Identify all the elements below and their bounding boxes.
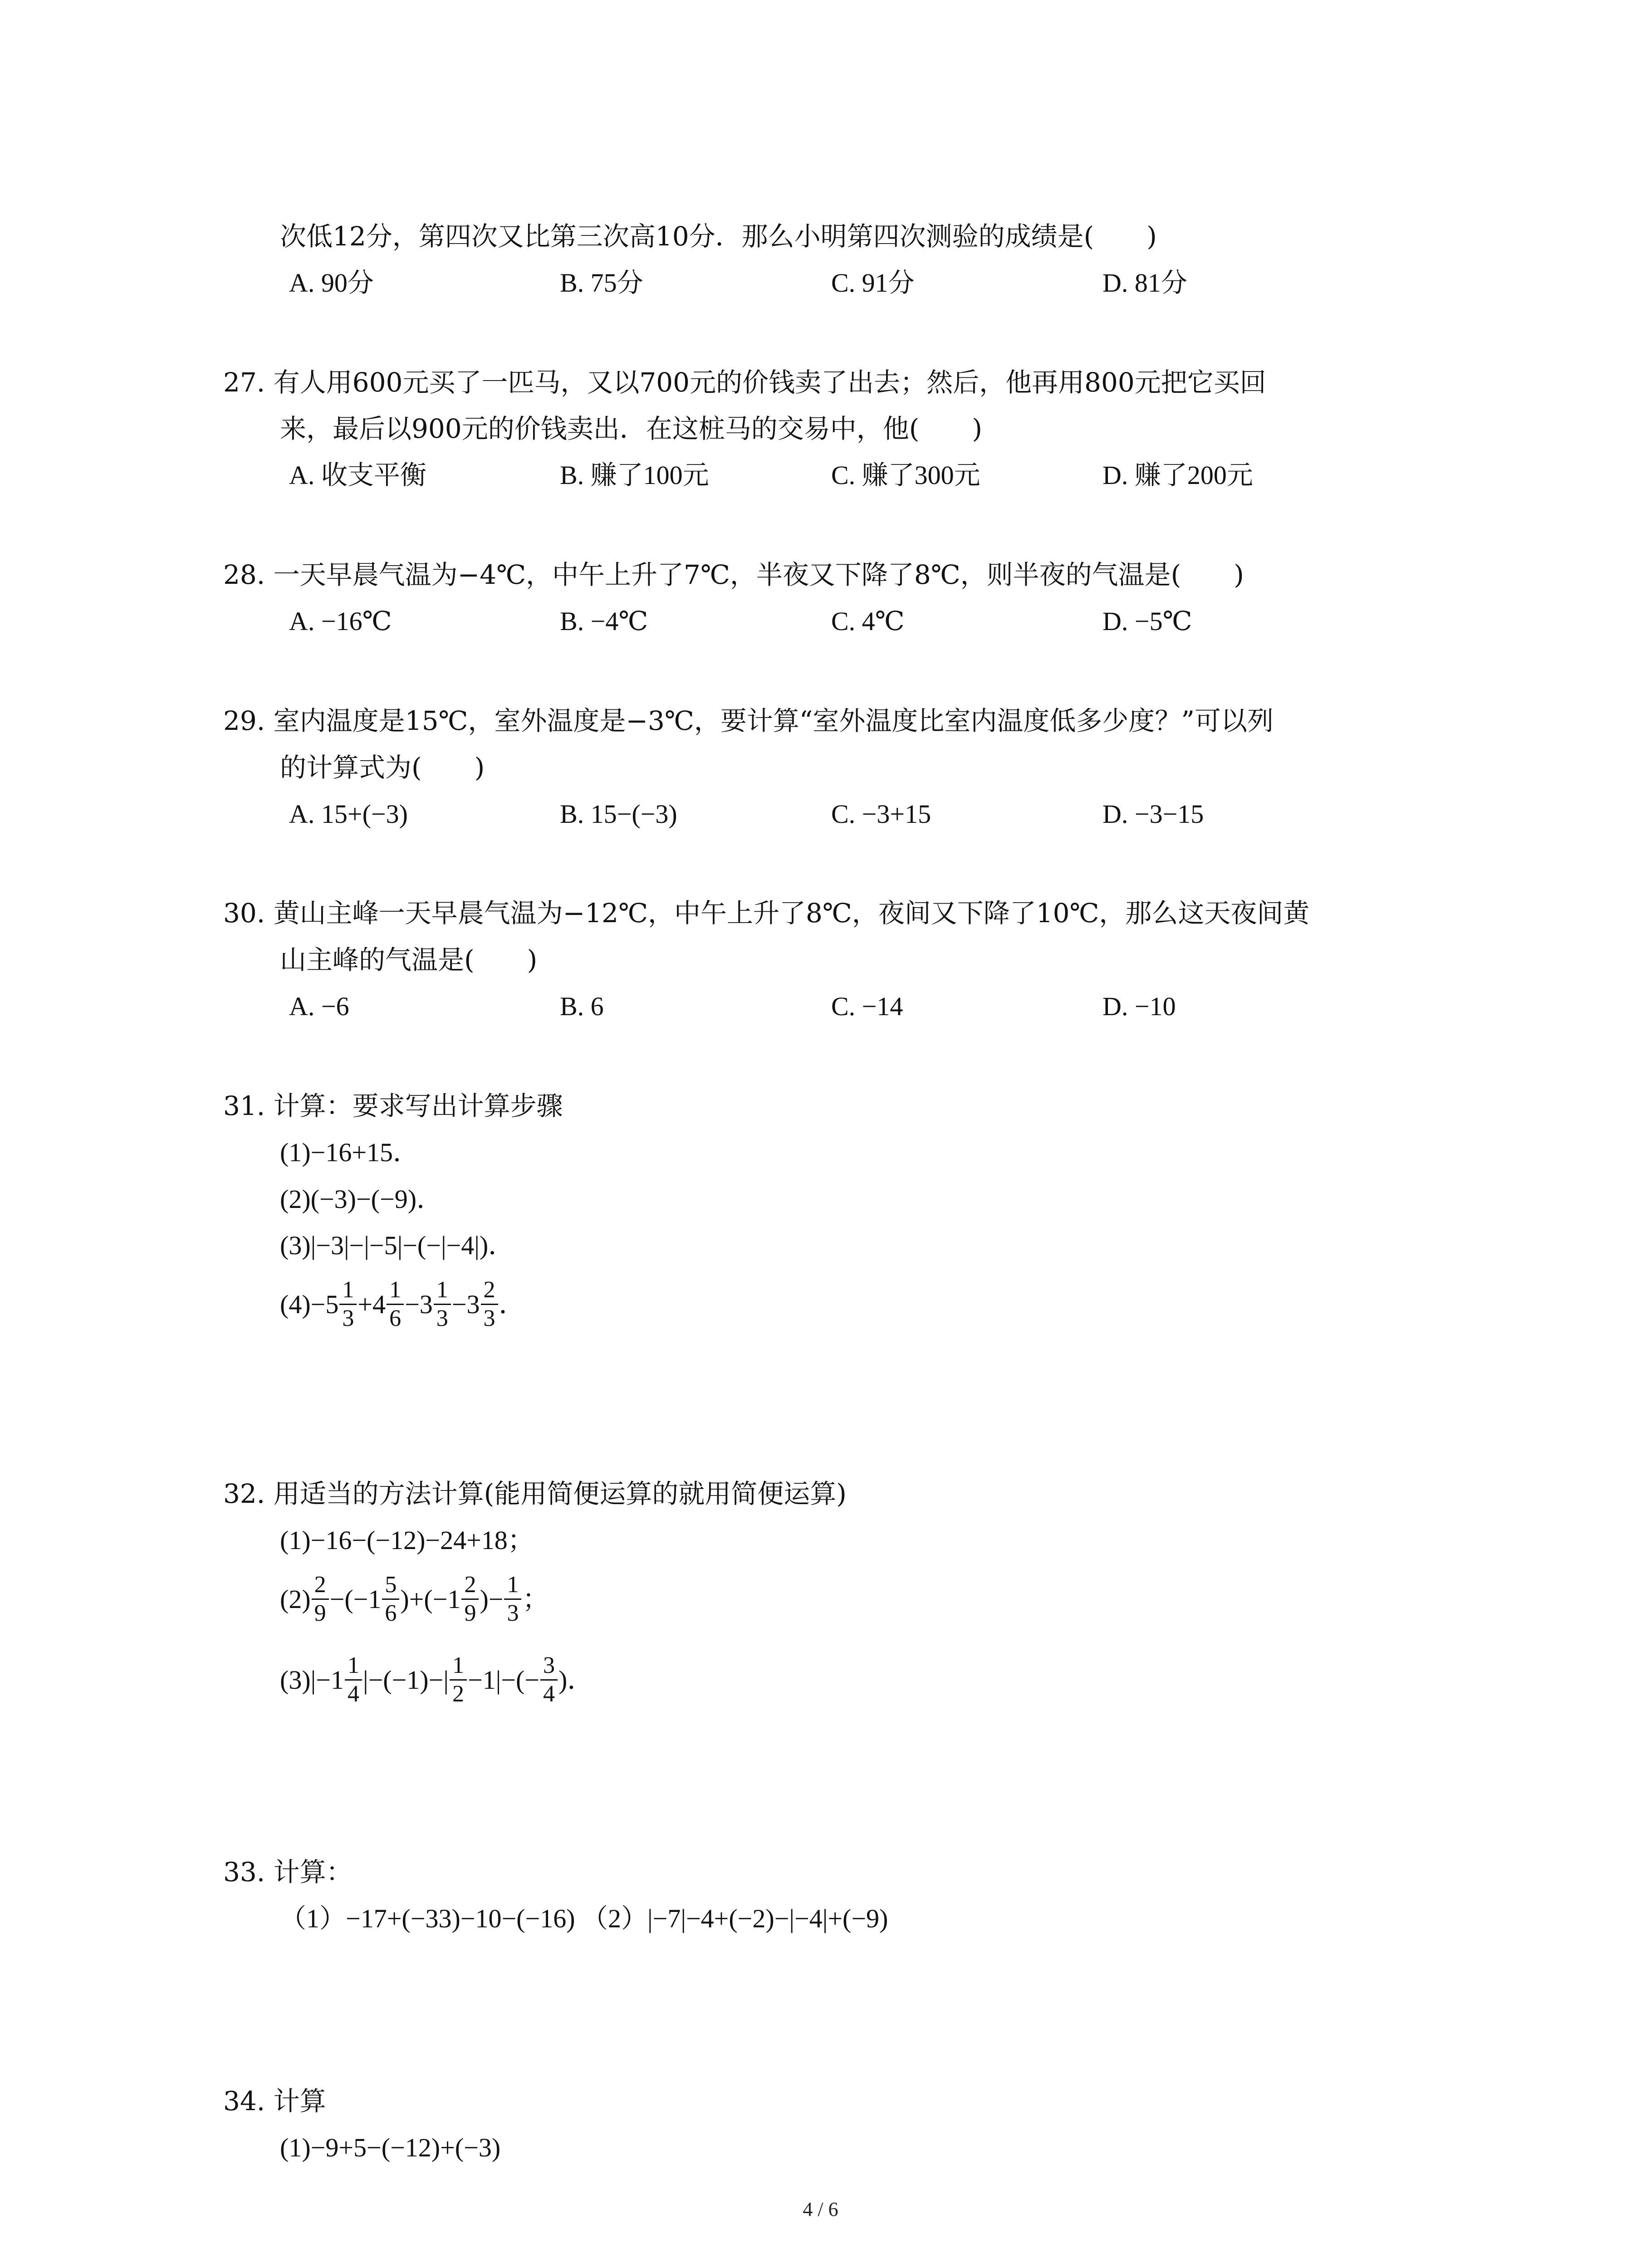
q30-option-a: A. −6 [289, 992, 349, 1021]
q31-part-2: (2)(−3)−(−9)． [280, 1184, 443, 1214]
q32-p3-fraction-1 [345, 1652, 362, 1708]
q31-p4-end: ． [499, 1289, 525, 1319]
q30-stem-line1: 30. 黄山主峰一天早晨气温为−12℃，中午上升了8℃，夜间又下降了10℃，那么这天夜间黄 [223, 898, 1310, 929]
q31-p4-op-2: −3 [405, 1289, 433, 1319]
q32-p3-pre: (3)|−1 [280, 1665, 344, 1695]
q29-stem-line2: 的计算式为( ) [280, 752, 485, 783]
numerator: 2 [312, 1571, 329, 1600]
q32-p3-fraction-2 [450, 1652, 467, 1708]
numerator: 3 [540, 1652, 558, 1681]
q32-p2-op-2: )+(−1 [400, 1584, 461, 1614]
denominator: 9 [314, 1600, 326, 1626]
q32-p3-end: )． [558, 1665, 594, 1695]
q26-stem-continuation: 次低12分，第四次又比第三次高10分．那么小明第四次测验的成绩是( ) [280, 221, 1157, 252]
q28-stem-line1: 28. 一天早晨气温为−4℃，中午上升了7℃，半夜又下降了8℃，则半夜的气温是( ) [223, 559, 1244, 590]
q28-option-d: D. −5℃ [1102, 606, 1192, 636]
q27-stem-line2: 来，最后以900元的价钱卖出．在这桩马的交易中，他( ) [280, 413, 982, 444]
q26-option-b: B. 75分 [560, 268, 643, 298]
q29-option-c: C. −3+15 [831, 799, 931, 829]
q28-option-c: C. 4℃ [831, 606, 905, 636]
q27-option-c: C. 赚了300元 [831, 460, 980, 490]
denominator: 9 [464, 1600, 476, 1626]
denominator: 3 [507, 1600, 519, 1626]
q32-p2-pre: (2) [280, 1584, 311, 1614]
q28-option-a: A. −16℃ [289, 606, 392, 636]
denominator: 4 [543, 1681, 555, 1707]
q32-p2-op-3: )− [480, 1584, 504, 1614]
q31-p4-fraction-3 [434, 1276, 451, 1332]
q32-p2-fraction-2 [382, 1571, 399, 1627]
q32-p2-op-1: −(−1 [329, 1584, 382, 1614]
q27-option-b: B. 赚了100元 [560, 460, 709, 490]
q29-option-b: B. 15−(−3) [560, 799, 677, 829]
q27-stem-line1: 27. 有人用600元买了一匹马，又以700元的价钱卖了出去；然后，他再用800元把它买回 [223, 367, 1266, 398]
q34-title: 34. 计算 [223, 2086, 326, 2116]
q26-option-d: D. 81分 [1102, 268, 1187, 298]
q31-title: 31. 计算：要求写出计算步骤 [223, 1090, 563, 1121]
denominator: 6 [385, 1600, 397, 1626]
denominator: 6 [389, 1305, 402, 1331]
q31-p4-fraction-2 [387, 1276, 404, 1332]
q34-part-1: (1)−9+5−(−12)+(−3) [280, 2133, 501, 2162]
q32-p3-fraction-3 [540, 1652, 558, 1708]
q32-part-2 [280, 1574, 549, 1630]
q28-option-b: B. −4℃ [560, 606, 648, 636]
q27-option-d: D. 赚了200元 [1102, 460, 1253, 490]
q32-p2-end: ； [522, 1584, 549, 1614]
numerator: 1 [339, 1276, 357, 1305]
q32-p3-op-2: −1|−(− [467, 1665, 539, 1695]
denominator: 3 [342, 1305, 354, 1331]
numerator: 1 [434, 1276, 451, 1305]
q32-part-3 [280, 1652, 594, 1711]
q32-part-1: (1)−16−(−12)−24+18； [280, 1525, 534, 1555]
denominator: 2 [452, 1681, 464, 1707]
q33-title: 33. 计算： [223, 1857, 353, 1887]
denominator: 4 [347, 1681, 359, 1707]
q29-stem-line1: 29. 室内温度是15℃，室外温度是−3℃，要计算“室外温度比室内温度低多少度？”可以列 [223, 705, 1274, 736]
numerator: 2 [481, 1276, 498, 1305]
q33-expressions: （1）−17+(−33)−10−(−16) （2）|−7|−4+(−2)−|−4|+(−9) [280, 1904, 888, 1933]
numerator: 1 [504, 1571, 521, 1600]
q27-option-a: A. 收支平衡 [289, 460, 426, 490]
numerator: 5 [382, 1571, 399, 1600]
q31-part-4 [280, 1279, 525, 1335]
q26-option-a: A. 90分 [289, 268, 374, 298]
q31-p4-fraction-1 [339, 1276, 357, 1332]
q31-part-1: (1)−16+15． [280, 1138, 420, 1167]
q31-p4-op-3: −3 [451, 1289, 480, 1319]
q30-stem-line2: 山主峰的气温是( ) [280, 944, 538, 975]
q29-option-a: A. 15+(−3) [289, 799, 408, 829]
q30-option-b: B. 6 [560, 992, 604, 1021]
q31-p4-op-1: +4 [358, 1289, 386, 1319]
denominator: 3 [483, 1305, 495, 1331]
q30-option-d: D. −10 [1102, 992, 1176, 1021]
q31-part-3: (3)|−3|−|−5|−(−|−4|)． [280, 1231, 515, 1260]
q26-option-c: C. 91分 [831, 268, 915, 298]
q32-p3-op-1: |−(−1)−| [362, 1665, 449, 1695]
q31-p4-fraction-4 [481, 1276, 498, 1332]
numerator: 2 [461, 1571, 479, 1600]
q32-title: 32. 用适当的方法计算(能用简便运算的就用简便运算) [223, 1478, 847, 1509]
q31-p4-pre: (4)−5 [280, 1289, 339, 1319]
page-number: 4 / 6 [803, 2198, 838, 2220]
denominator: 3 [436, 1305, 448, 1331]
q30-option-c: C. −14 [831, 992, 903, 1021]
numerator: 1 [345, 1652, 362, 1681]
q32-p2-fraction-3 [461, 1571, 479, 1627]
q29-option-d: D. −3−15 [1102, 799, 1204, 829]
numerator: 1 [450, 1652, 467, 1681]
numerator: 1 [387, 1276, 404, 1305]
q32-p2-fraction-4 [504, 1571, 521, 1627]
q32-p2-fraction-1 [312, 1571, 329, 1627]
